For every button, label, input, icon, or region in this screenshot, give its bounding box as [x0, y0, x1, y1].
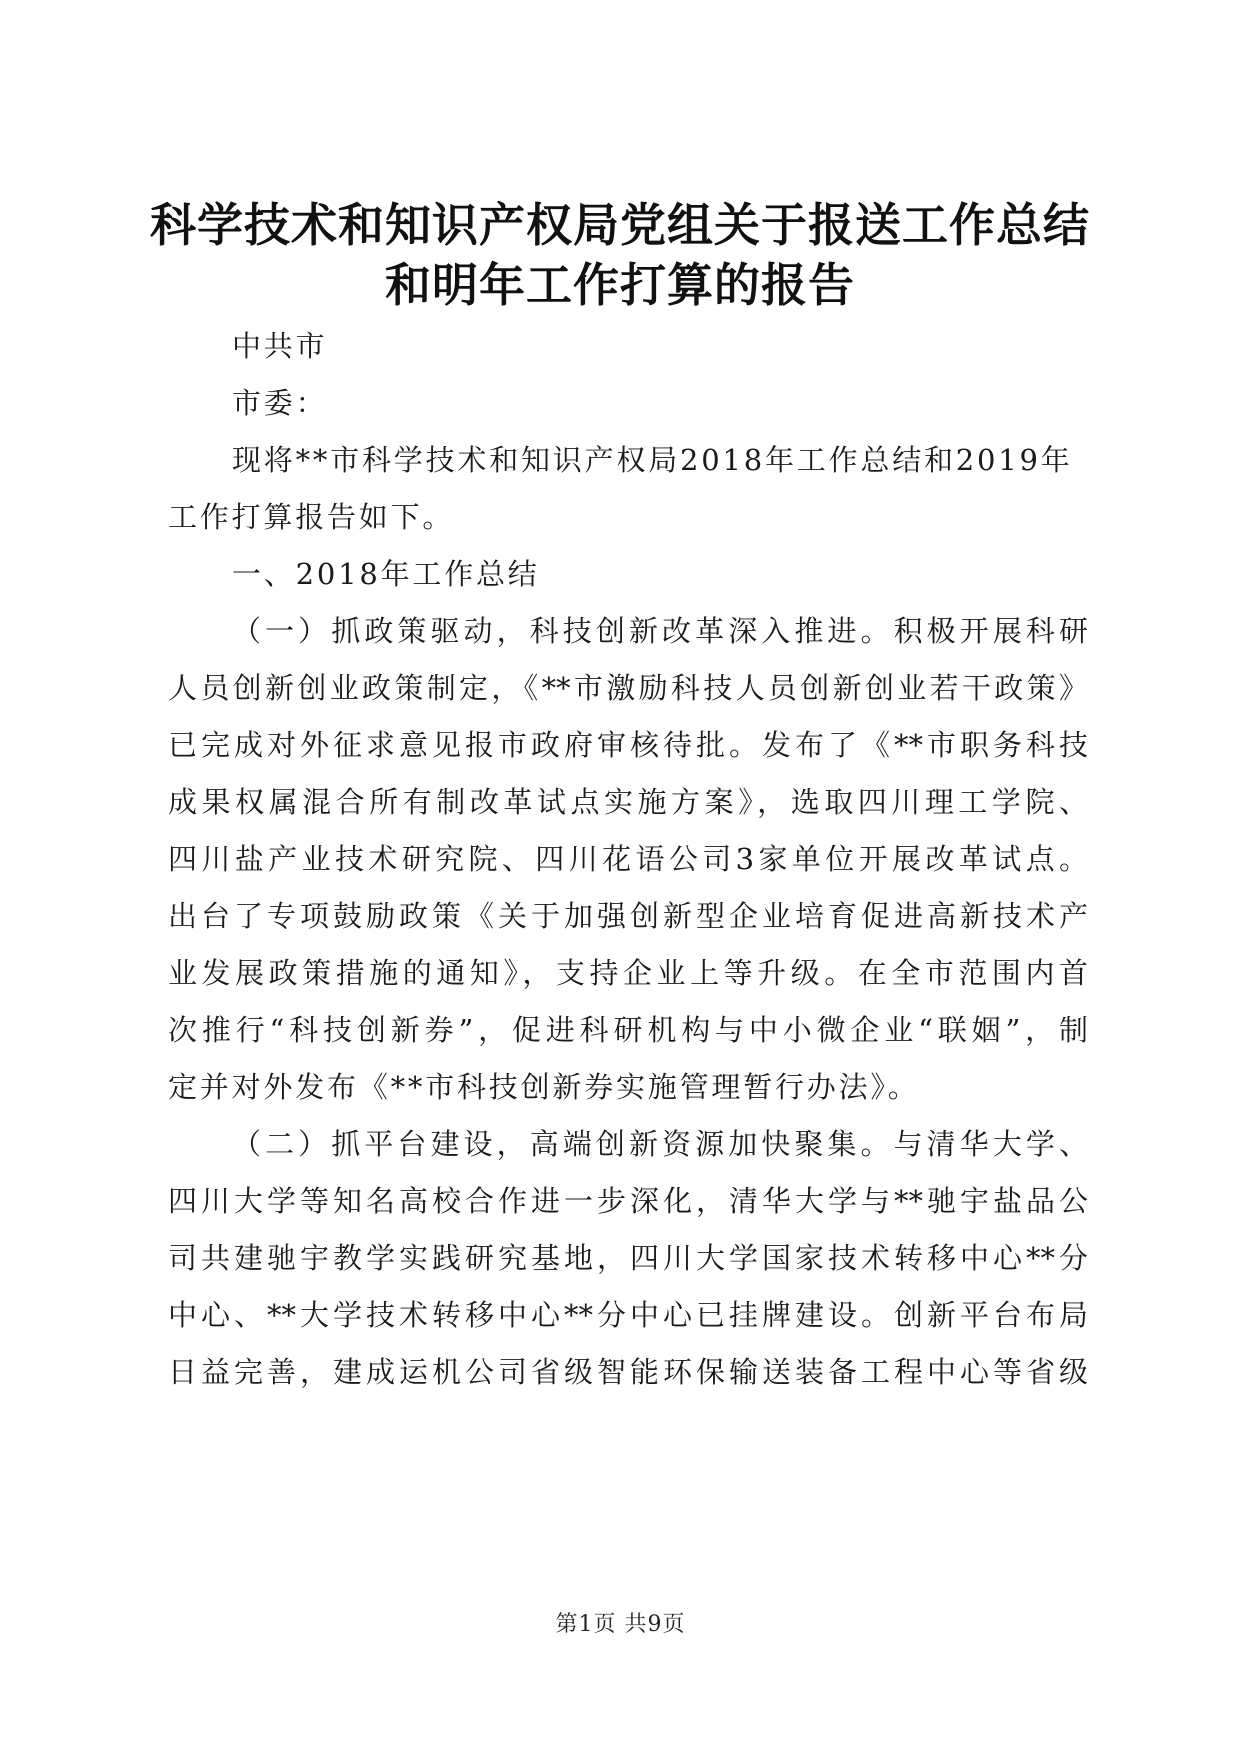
- paragraph-2-line-3: 司共建驰宇教学实践研究基地，四川大学国家技术转移中心**分: [168, 1241, 1088, 1275]
- document-title-line-2: 和明年工作打算的报告: [385, 258, 855, 312]
- paragraph-1-line-5: 四川盐产业技术研究院、四川花语公司3家单位开展改革试点。: [168, 842, 1088, 876]
- section-heading-2018-summary: 一、2018年工作总结: [232, 557, 540, 591]
- paragraph-2-line-4: 中心、**大学技术转移中心**分中心已挂牌建设。创新平台布局: [168, 1298, 1088, 1332]
- paragraph-1-line-8: 次推行“科技创新券”，促进科研机构与中小微企业“联姻”，制: [168, 1013, 1088, 1047]
- paragraph-1-line-4: 成果权属混合所有制改革试点实施方案》，选取四川理工学院、: [168, 785, 1088, 819]
- page-number-footer: 第1页 共9页: [555, 1612, 686, 1637]
- salutation-line-1: 中共市: [232, 329, 328, 363]
- intro-line-2: 工作打算报告如下。: [168, 500, 455, 534]
- paragraph-2-line-5: 日益完善，建成运机公司省级智能环保输送装备工程中心等省级: [168, 1355, 1088, 1389]
- paragraph-1-line-6: 出台了专项鼓励政策《关于加强创新型企业培育促进高新技术产: [168, 899, 1088, 933]
- paragraph-1-line-9: 定并对外发布《**市科技创新券实施管理暂行办法》。: [168, 1070, 920, 1104]
- paragraph-2-line-2: 四川大学等知名高校合作进一步深化，清华大学与**驰宇盐品公: [168, 1184, 1088, 1218]
- paragraph-1-line-7: 业发展政策措施的通知》，支持企业上等升级。在全市范围内首: [168, 956, 1088, 990]
- document-title-line-1: 科学技术和知识产权局党组关于报送工作总结: [150, 198, 1090, 252]
- paragraph-1-line-1: （一）抓政策驱动，科技创新改革深入推进。积极开展科研: [232, 614, 1088, 648]
- paragraph-1-line-2: 人员创新创业政策制定，《**市激励科技人员创新创业若干政策》: [168, 671, 1088, 705]
- paragraph-2-line-1: （二）抓平台建设，高端创新资源加快聚集。与清华大学、: [232, 1127, 1088, 1161]
- salutation-line-2: 市委：: [232, 386, 328, 420]
- intro-line-1: 现将**市科学技术和知识产权局2018年工作总结和2019年: [232, 443, 1073, 477]
- paragraph-1-line-3: 已完成对外征求意见报市政府审核待批。发布了《**市职务科技: [168, 728, 1088, 762]
